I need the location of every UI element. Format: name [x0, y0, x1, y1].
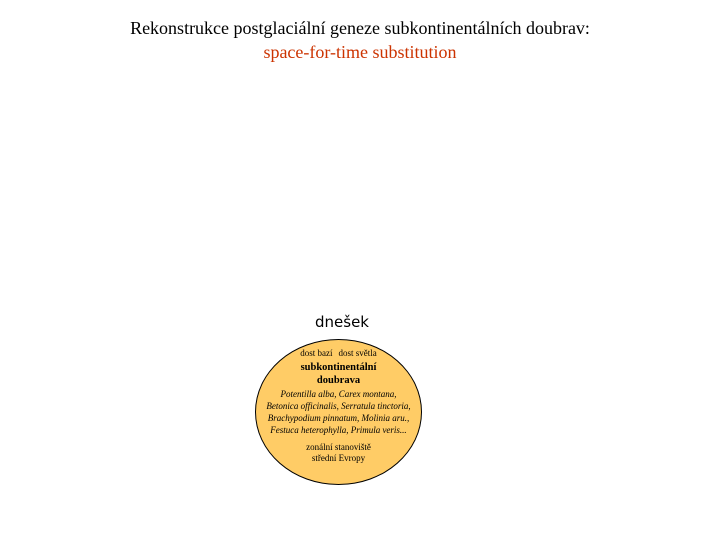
species-line: Brachypodium pinnatum, Molinia aru.,: [267, 413, 410, 423]
title-line-2: space-for-time substitution: [263, 42, 457, 62]
species-line: Betonica officinalis, Serratula tinctoria,: [266, 401, 411, 411]
base-label: dost bazí: [300, 348, 333, 358]
title-line-1: Rekonstrukce postglaciální geneze subkontinentálních doubrav:: [130, 18, 590, 38]
oval-heading: subkontinentální doubrava: [300, 362, 377, 386]
footer-line: zonální stanoviště: [306, 442, 371, 452]
slide-title: [0, 16, 720, 64]
footer-line: střední Evropy: [311, 453, 366, 463]
light-label: dost světla: [338, 348, 377, 358]
dnesek-label: dnešek: [315, 313, 369, 331]
species-list: [245, 388, 432, 436]
species-line: Festuca heterophylla, Primula veris...: [270, 425, 407, 435]
species-line: Potentilla alba, Carex montana,: [280, 389, 397, 399]
oval-top-row: [245, 347, 432, 359]
oval-content: [245, 347, 432, 464]
oval-footer: [245, 442, 432, 464]
